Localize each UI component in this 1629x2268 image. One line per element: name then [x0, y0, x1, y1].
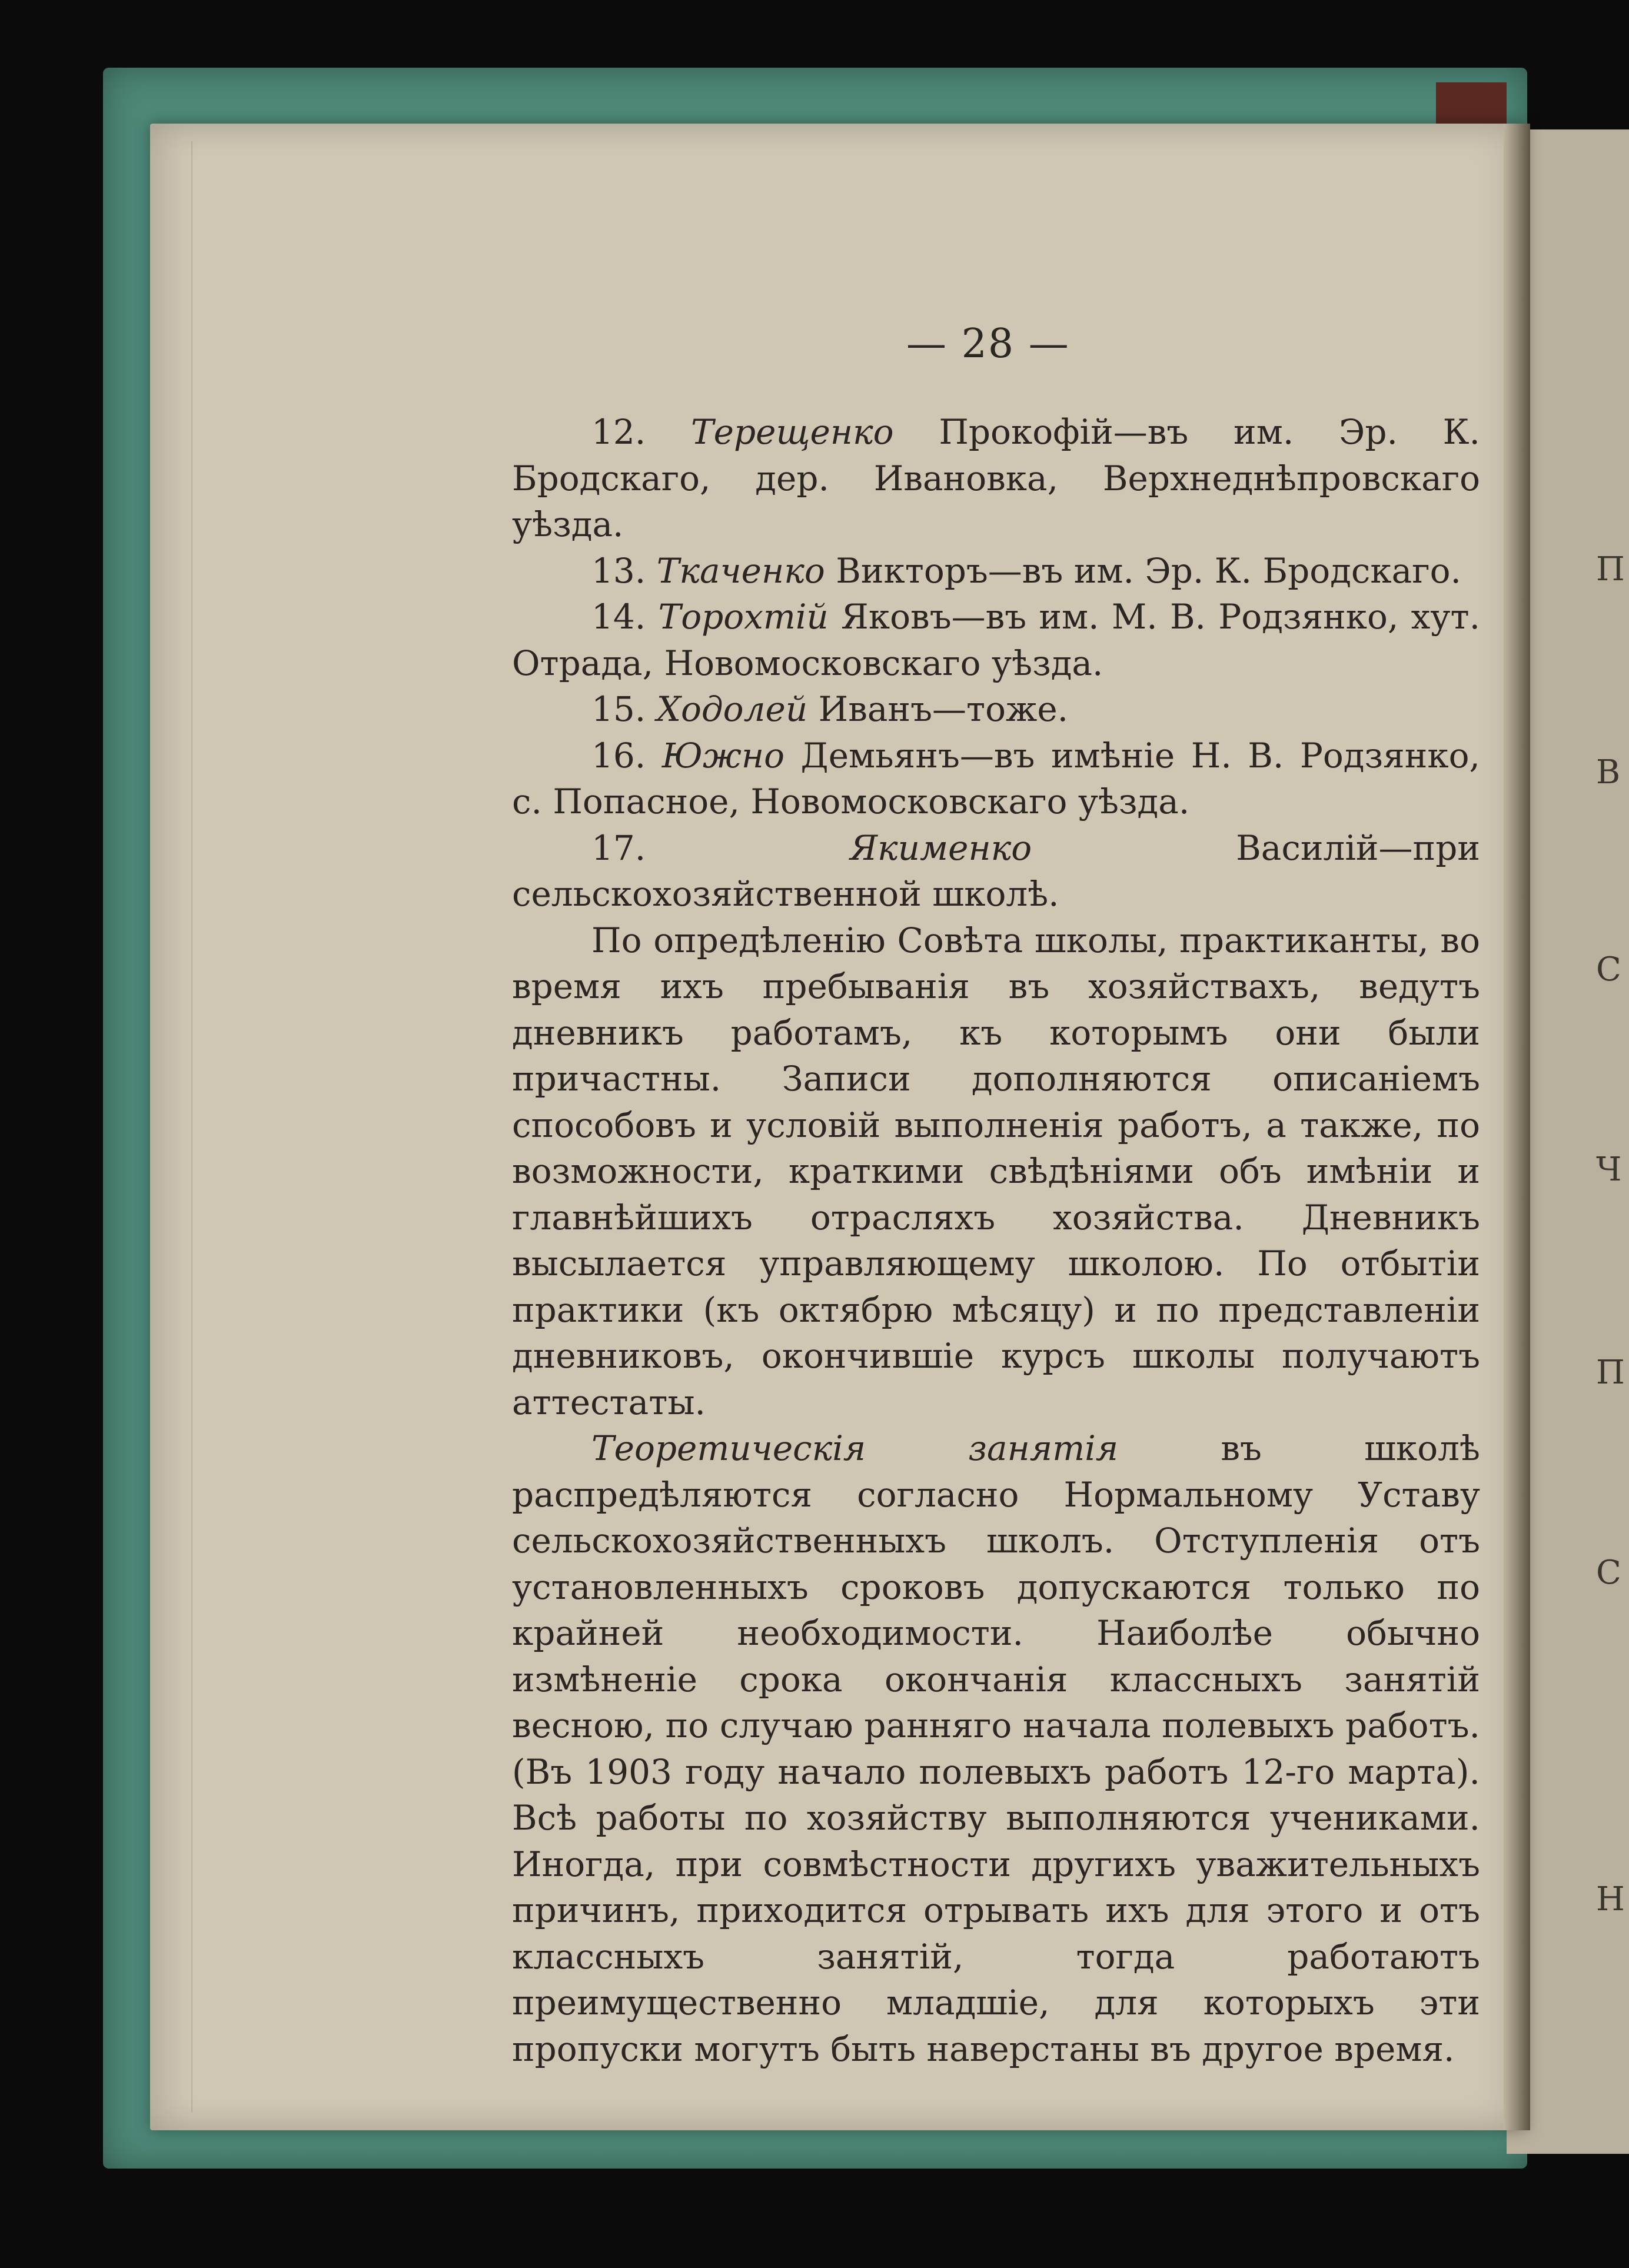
entry-text: Василій—при сельскохозяйственной школѣ. [512, 827, 1480, 914]
entry-text: Иванъ—тоже. [807, 689, 1069, 729]
next-page-letter: С [1596, 950, 1621, 989]
entry-number: 17. [591, 827, 646, 868]
paragraph-theory [512, 1425, 1480, 2072]
page-gutter [1504, 124, 1530, 2130]
next-page-letter: В [1596, 753, 1621, 792]
entry-surname: Торохтій [658, 597, 829, 637]
next-page-letter: Н [1596, 1880, 1625, 1918]
list-entry [512, 594, 1480, 686]
list-entry [512, 733, 1480, 825]
list-entry [512, 548, 1480, 594]
entry-surname: Якименко [850, 827, 1032, 868]
list-entry [512, 686, 1480, 733]
page-fold [168, 141, 192, 2113]
list-entry [512, 409, 1480, 548]
next-page-letter: П [1596, 550, 1625, 588]
list-entry [512, 825, 1480, 917]
next-page-letter: Ч [1596, 1150, 1622, 1189]
entry-number: 13. [591, 550, 646, 591]
entry-text: Прокофій—въ им. Эр. К. Бродскаго, дер. Ивановка, Верхнеднѣпровскаго уѣзда. [512, 412, 1480, 544]
entry-surname: Терещенко [691, 412, 894, 452]
entry-number: 16. [591, 735, 646, 776]
entry-number: 12. [591, 412, 646, 452]
paragraph-practice: По опредѣленію Совѣта школы, практиканты, во время ихъ пребыванія въ хозяйствахъ, ведутъ дневникъ работамъ, къ которымъ они были причастны. Записи дополняются описаніемъ способовъ и условій выполненія работъ, а также, по возможности, краткими свѣдѣніями объ имѣніи и главнѣйшихъ отрасляхъ хозяйства. Дневникъ высылается управляющему школою. По отбытіи практики (къ октябрю мѣсяцу) и по представленіи дневниковъ, окончившіе курсъ школы получаютъ аттестаты. [512, 920, 1480, 1422]
entry-number: 14. [591, 597, 646, 637]
entry-surname: Ходолей [656, 689, 808, 729]
next-page-letter: П [1596, 1354, 1625, 1392]
theory-heading: Теоретическія занятія [591, 1428, 1119, 1468]
entry-surname: Южно [661, 735, 785, 776]
entry-surname: Ткаченко [656, 550, 825, 591]
theory-text: въ школѣ распредѣляются согласно Нормальному Уставу сельскохозяйственныхъ школъ. Отступленія отъ установленныхъ сроковъ допускаются только по крайней необходимости. Наиболѣе обычно измѣненіе срока окончанія классныхъ занятій весною, по случаю ранняго начала полевыхъ работъ. (Въ 1903 году начало полевыхъ работъ 12-го марта). Всѣ работы по хозяйству выполняются учениками. Иногда, при совмѣстности другихъ уважительныхъ причинъ, приходится отрывать ихъ для этого и отъ классныхъ занятій, тогда работаютъ преимущественно младшіе, для которыхъ эти пропуски могутъ быть наверстаны въ другое время. [512, 1428, 1481, 2069]
entry-number: 15. [591, 689, 646, 729]
next-page-letter: С [1596, 1554, 1621, 1592]
page-text [512, 409, 1480, 2072]
entry-text: Яковъ—въ им. М. В. Родзянко, хут. Отрада, Новомосковскаго уѣзда. [512, 597, 1481, 683]
entry-text: Викторъ—въ им. Эр. К. Бродскаго. [825, 550, 1461, 591]
entry-text: Демьянъ—въ имѣніе Н. В. Родзянко, с. Попасное, Новомосковскаго уѣзда. [512, 735, 1480, 822]
page-number: — 28 — [906, 321, 1070, 367]
